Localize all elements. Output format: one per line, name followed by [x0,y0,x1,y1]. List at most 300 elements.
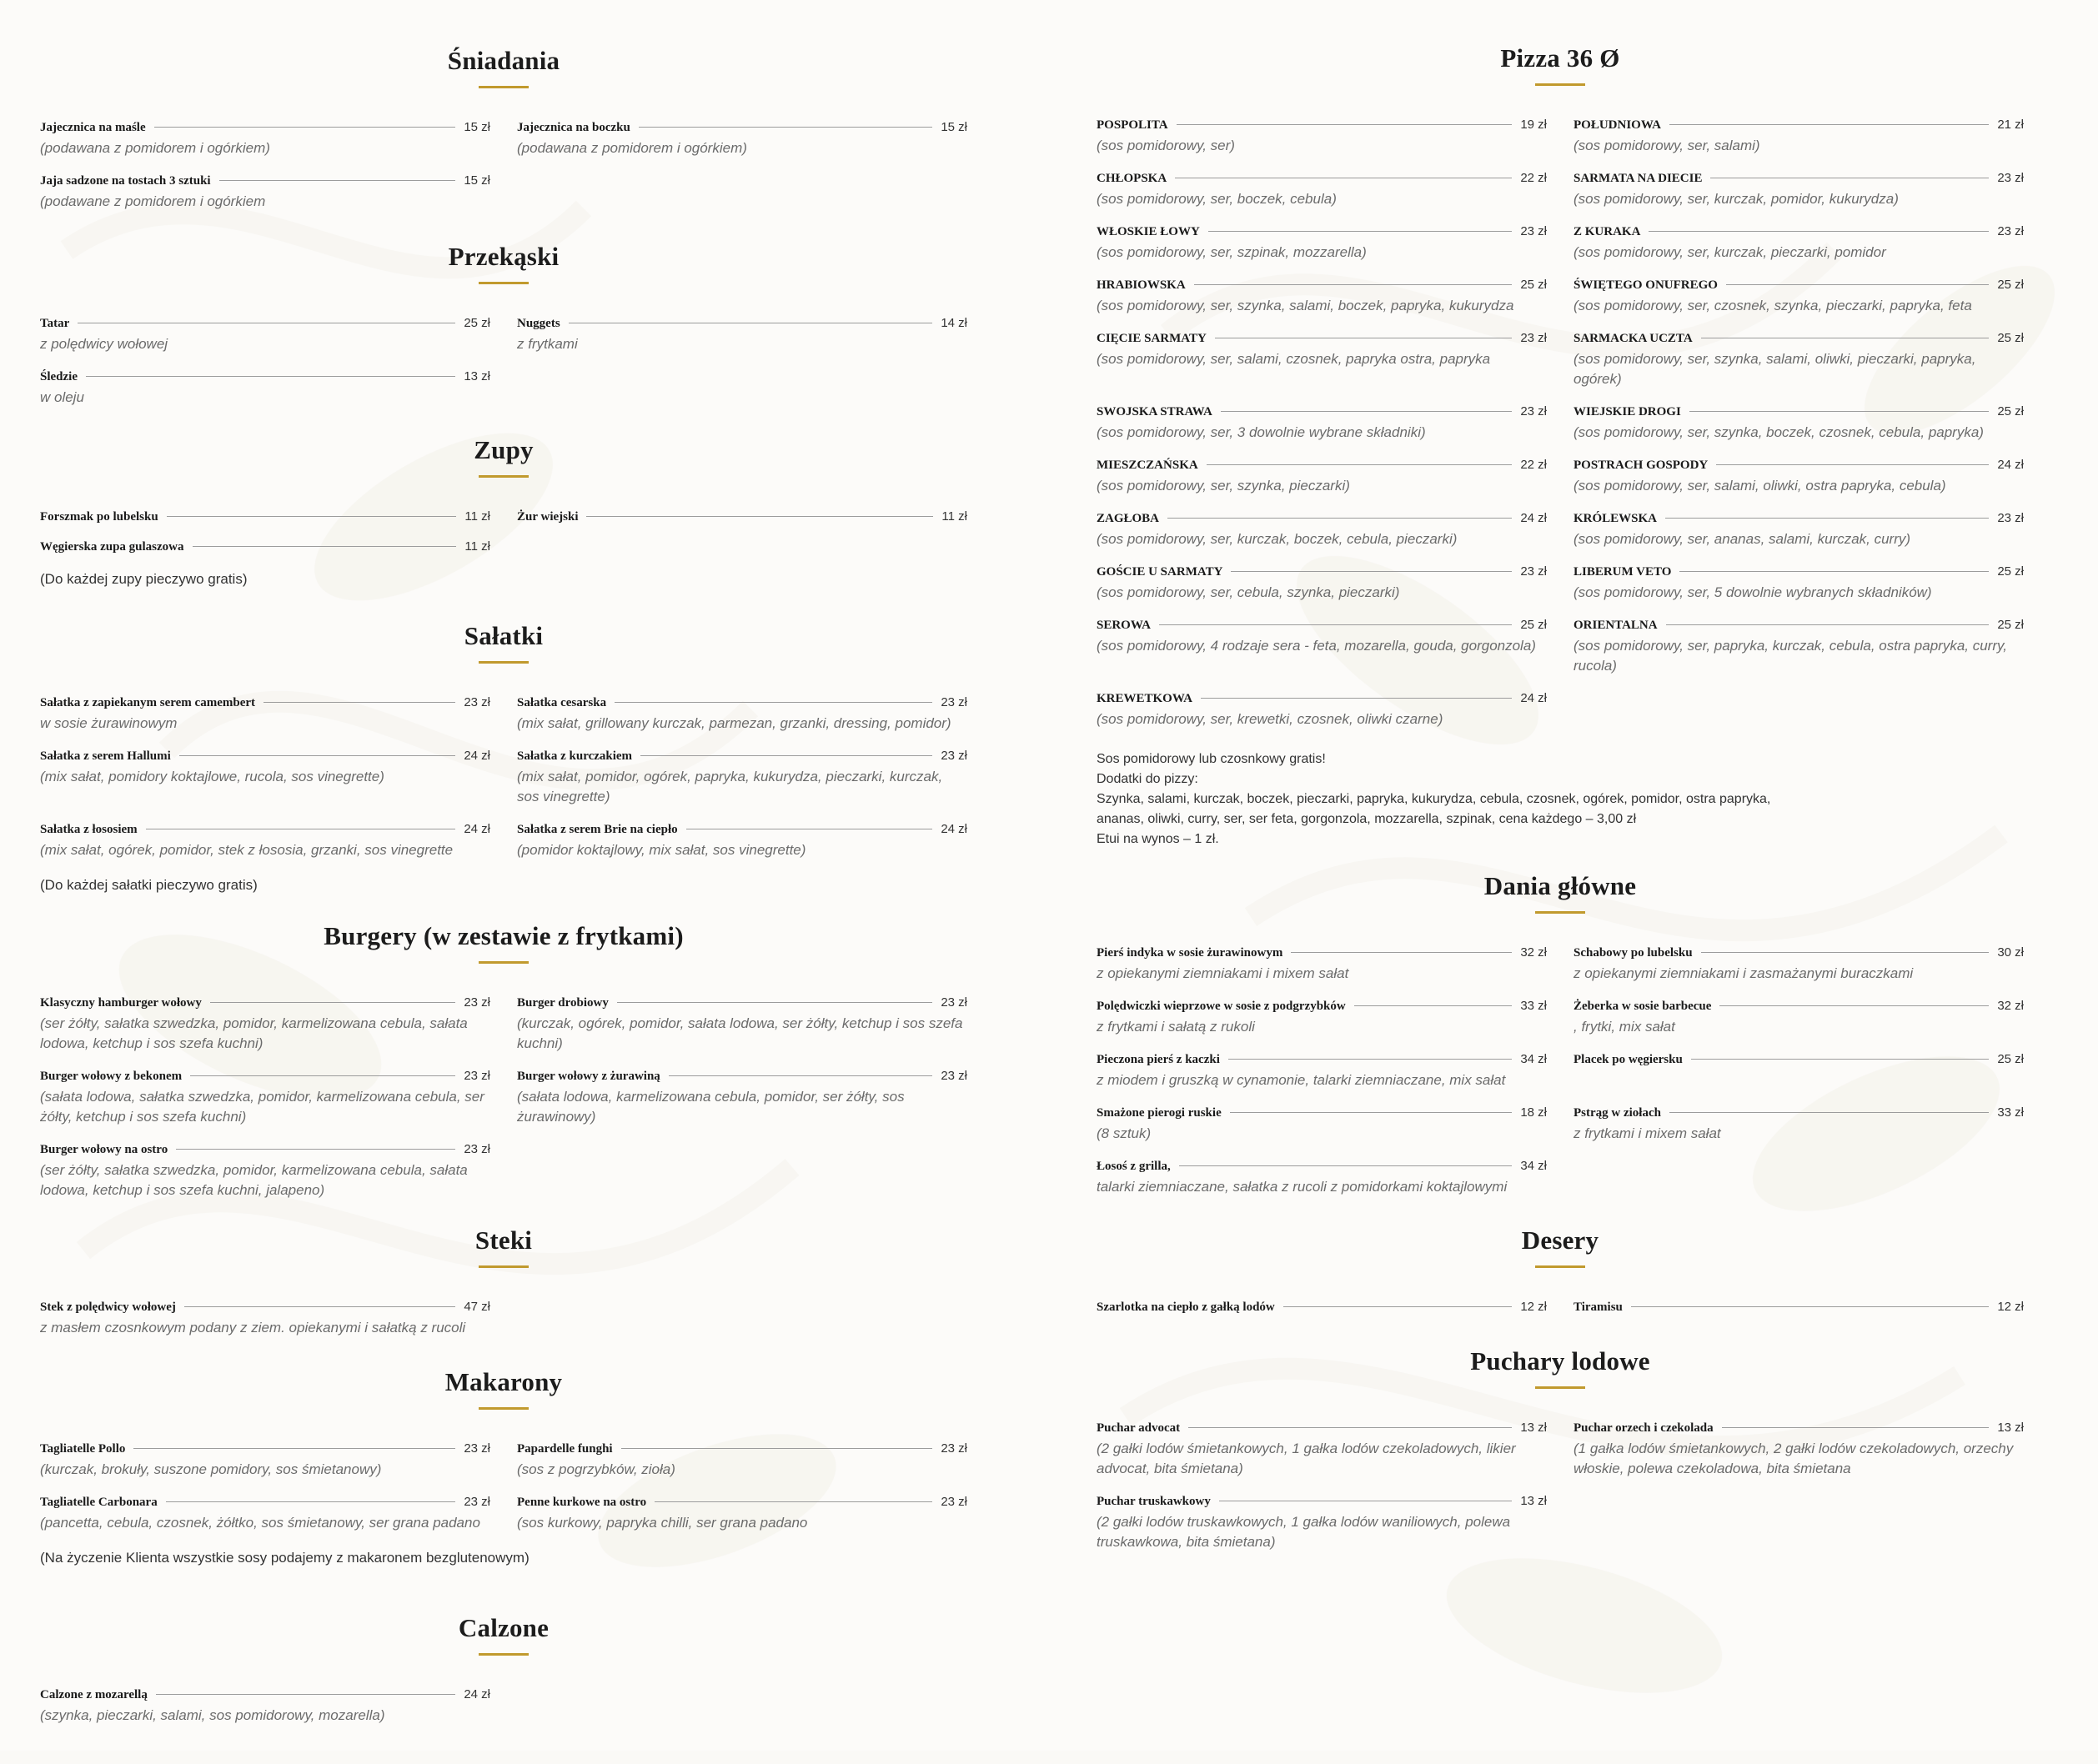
menu-item-description: (sos pomidorowy, ser, salami) [1574,138,1760,153]
menu-item [517,822,967,860]
menu-item-line [1574,171,2024,186]
menu-item [1097,331,1547,389]
menu-item-price: 23 zł [941,995,967,1010]
menu-item [517,316,967,354]
menu-item-description: (sos kurkowy, papryka chilli, ser grana padano [517,1515,808,1531]
menu-item [1097,404,1547,443]
price-leader-line [1194,284,1513,285]
menu-item-line [1574,618,2024,633]
menu-item-price: 23 zł [1520,404,1547,418]
menu-item-description: (podawana z pomidorem i ogórkiem) [40,140,270,156]
pizza-note-line: Dodatki do pizzy: [1097,772,1198,786]
menu-item-price: 47 zł [464,1300,490,1314]
menu-item [1574,118,2024,156]
menu-item-description: (sos pomidorowy, ser, szynka, pieczarki) [1097,478,1350,494]
menu-item-price: 23 zł [1997,171,2024,185]
menu-item [517,1069,967,1127]
menu-item-line [1097,1159,1547,1174]
menu-item-price: 24 zł [1997,458,2024,472]
section-title: Pizza 36 Ø [1500,43,1620,73]
menu-item-name: Sałatka z zapiekanym serem camembert [40,696,256,709]
menu-item-name: Papardelle funghi [517,1442,613,1456]
menu-item-name: Jaja sadzone na tostach 3 sztuki [40,174,211,188]
menu-item [1097,118,1547,156]
menu-item-description: (sos pomidorowy, ser, salami, czosnek, papryka ostra, papryka [1097,351,1491,367]
pizza-note-line: Szynka, salami, kurczak, boczek, pieczarki, papryka, kukurydza, cebula, czosnek, ogórek, pomidor, ostra papryka, [1097,792,1771,806]
section-desery [1097,1225,2024,1315]
menu-item-price: 15 zł [464,120,490,134]
menu-item-description: (2 gałki lodów śmietankowych, 1 gałka lodów czekoladowych, likier advocat, bita śmietana) [1097,1441,1516,1476]
price-leader-line [1291,952,1512,953]
menu-item-price: 13 zł [464,369,490,383]
menu-item-price: 25 zł [1997,618,2024,632]
price-leader-line [1354,1005,1513,1006]
price-leader-line [1679,571,1989,572]
menu-item [40,316,490,354]
menu-item-name: Burger drobiowy [517,996,609,1010]
menu-item-name: CIĘCIE SARMATY [1097,332,1207,345]
menu-item-description: (sos pomidorowy, ser, ananas, salami, kurczak, curry) [1574,531,1911,547]
title-underline [479,1653,529,1656]
menu-item-line [1097,999,1547,1014]
price-leader-line [639,127,932,128]
menu-item-line [1574,945,2024,960]
menu-item [40,1142,490,1200]
menu-item-line [1097,118,1547,133]
menu-item-name: WIEJSKIE DROGI [1574,405,1681,418]
menu-item-name: ŚWIĘTEGO ONUFREGO [1574,278,1718,292]
menu-item [1097,945,1547,984]
title-underline [1535,1265,1585,1268]
menu-item-name: Łosoś z grilla, [1097,1160,1171,1173]
pizza-note-line: Sos pomidorowy lub czosnkowy gratis! [1097,752,1326,766]
menu-item-price: 23 zł [941,695,967,709]
price-leader-line [1631,1306,1989,1307]
menu-item-name: Burger wołowy z żurawiną [517,1070,660,1083]
menu-item-price: 15 zł [941,120,967,134]
price-leader-line [1208,231,1513,232]
menu-item [1574,564,2024,603]
pizza-note-line: ananas, oliwki, curry, ser, ser feta, gorgonzola, mozzarella, szpinak, cena każdego – 3,00 zł [1097,812,1637,826]
menu-item-description: (sałata lodowa, sałatka szwedzka, pomidor, karmelizowana cebula, ser żółty, ketchup i sos szefa kuchni) [40,1089,484,1125]
menu-item [1574,945,2024,984]
price-leader-line [1167,518,1512,519]
menu-item-description: z opiekanymi ziemniakami i zasmażanymi buraczkami [1574,965,1914,981]
menu-item-description: (kurczak, ogórek, pomidor, sałata lodowa, ser żółty, ketchup i sos szefa kuchni) [517,1015,963,1051]
menu-item-description: (sos pomidorowy, ser, kurczak, pieczarki, pomidor [1574,244,1886,260]
menu-item-name: Śledzie [40,370,78,383]
menu-item-line [1574,511,2024,526]
menu-item-line [1097,945,1547,960]
menu-item-line [1574,224,2024,239]
section-puchary [1097,1346,2024,1552]
menu-item-line [1574,999,2024,1014]
menu-item-description: (mix sałat, pomidor, ogórek, papryka, kukurydza, pieczarki, kurczak, sos vinegrette) [517,769,943,804]
menu-item-line [517,1495,967,1510]
section-sniadania [40,46,967,212]
menu-item-description: (sos pomidorowy, ser, cebula, szynka, pieczarki) [1097,584,1400,600]
price-leader-line [1207,464,1513,465]
section-note: (Do każdej sałatki pieczywo gratis) [40,877,258,893]
menu-item-price: 25 zł [1997,331,2024,345]
menu-item-line [1097,1494,1547,1509]
menu-item-price: 13 zł [1520,1494,1547,1508]
menu-item-price: 12 zł [1520,1300,1547,1314]
menu-item-line [517,749,967,764]
menu-item-description: (8 sztuk) [1097,1125,1152,1141]
menu-item-line [1574,404,2024,419]
right-menu-page [1027,0,2098,1751]
menu-item-price: 23 zł [1997,224,2024,238]
menu-item-line [40,316,490,331]
menu-item-line [40,369,490,384]
menu-item-price: 19 zł [1520,118,1547,132]
price-leader-line [184,1306,455,1307]
menu-item-description: (sos pomidorowy, ser) [1097,138,1235,153]
menu-item [1574,1300,2024,1315]
menu-item-name: CHŁOPSKA [1097,172,1167,185]
menu-item-price: 21 zł [1997,118,2024,132]
menu-item [1574,511,2024,549]
menu-item-name: SWOJSKA STRAWA [1097,405,1212,418]
menu-item-description: z masłem czosnkowym podany z ziem. opiekanymi i sałatką z rucoli [40,1320,466,1336]
menu-item-line [1574,118,2024,133]
menu-item-name: Smażone pierogi ruskie [1097,1106,1222,1120]
menu-item-line [517,822,967,837]
menu-item-name: SARMATA NA DIECIE [1574,172,1703,185]
menu-item-price: 23 zł [464,1441,490,1456]
menu-item-name: Puchar orzech i czekolada [1574,1421,1714,1435]
menu-item-price: 23 zł [464,1142,490,1156]
menu-item-name: Szarlotka na ciepło z gałką lodów [1097,1300,1275,1314]
menu-item-line [1574,1105,2024,1120]
price-leader-line [166,1501,456,1502]
menu-item-name: Burger wołowy z bekonem [40,1070,183,1083]
menu-item-description: (sos pomidorowy, ser, 3 dowolnie wybrane składniki) [1097,424,1426,440]
section-dania [1097,871,2024,1197]
menu-item-price: 11 zł [941,509,967,524]
menu-item-name: Pstrąg w ziołach [1574,1106,1661,1120]
menu-item-name: SEROWA [1097,619,1152,632]
menu-item-price: 25 zł [1520,278,1547,292]
menu-item-line [40,822,490,837]
menu-item-name: Węgierska zupa gulaszowa [40,540,184,554]
price-leader-line [1649,231,1989,232]
menu-item-price: 24 zł [464,1687,490,1701]
menu-item [517,1441,967,1480]
menu-item-description: z frytkami i mixem sałat [1574,1125,1721,1141]
menu-item [40,173,490,212]
menu-item-name: Sałatka z serem Brie na ciepło [517,823,678,836]
price-leader-line [1719,1005,1989,1006]
menu-item-description: (sos pomidorowy, ser, papryka, kurczak, cebula, ostra papryka, curry, rucola) [1574,638,2007,674]
menu-item-price: 33 zł [1997,1105,2024,1120]
menu-item-name: Burger wołowy na ostro [40,1143,168,1156]
menu-items-grid [40,1300,967,1338]
price-leader-line [154,127,456,128]
menu-item-name: Penne kurkowe na ostro [517,1496,647,1509]
menu-item-line [40,1495,490,1510]
menu-item-name: HRABIOWSKA [1097,278,1186,292]
menu-item-price: 24 zł [1520,511,1547,525]
menu-item-name: Placek po węgiersku [1574,1053,1683,1066]
title-underline [479,282,529,284]
menu-item-line [1097,564,1547,579]
menu-item-price: 30 zł [1997,945,2024,960]
menu-item [1097,278,1547,316]
menu-item [1097,1052,1547,1090]
title-underline [1535,1386,1585,1389]
price-leader-line [1722,1427,1990,1428]
menu-item-line [1097,1052,1547,1067]
menu-item-price: 24 zł [464,822,490,836]
menu-item [40,509,490,524]
menu-item-description: (sos pomidorowy, ser, szpinak, mozzarella) [1097,244,1367,260]
price-leader-line [1228,1059,1512,1060]
menu-item-price: 25 zł [1997,564,2024,579]
section-pizza [1097,43,2024,849]
section-title: Przekąski [448,242,560,271]
menu-item-description: (podawana z pomidorem i ogórkiem) [517,140,747,156]
menu-item-line [517,995,967,1010]
menu-item-description: (sos pomidorowy, ser, czosnek, szynka, pieczarki, papryka, feta [1574,298,1972,313]
section-calzone [40,1613,967,1726]
menu-item-line [517,120,967,135]
menu-item-name: POSTRACH GOSPODY [1574,459,1709,472]
menu-item [517,695,967,734]
menu-item [1097,999,1547,1037]
menu-item-name: KREWETKOWA [1097,692,1193,705]
menu-item-price: 34 zł [1520,1052,1547,1066]
menu-items-grid [1097,118,2024,729]
menu-items-grid [40,995,967,1200]
section-steki [40,1225,967,1338]
menu-item-line [40,749,490,764]
menu-item-price: 23 zł [1520,564,1547,579]
menu-item-price: 23 zł [464,1069,490,1083]
menu-item-name: MIESZCZAŃSKA [1097,459,1198,472]
section-title: Makarony [444,1367,563,1396]
menu-item-line [1574,331,2024,346]
menu-item-line [1574,278,2024,293]
menu-item-line [1097,618,1547,633]
menu-item-price: 23 zł [1520,331,1547,345]
menu-item-description: (sos pomidorowy, ser, 5 dowolnie wybranych składników) [1574,584,1932,600]
price-leader-line [1701,952,1990,953]
menu-item-line [1097,691,1547,706]
section-burgery [40,921,967,1200]
menu-item [517,995,967,1054]
section-title: Steki [474,1225,533,1255]
price-leader-line [210,1002,455,1003]
menu-item-description: (szynka, pieczarki, salami, sos pomidorowy, mozarella) [40,1707,385,1723]
menu-item [40,120,490,158]
menu-item-description: z frytkami i sałatą z rukoli [1097,1019,1255,1035]
menu-item-line [1097,278,1547,293]
menu-item-name: Nuggets [517,317,560,330]
menu-item-description: (2 gałki lodów truskawkowych, 1 gałka lodów waniliowych, polewa truskawkowa, bita śmietana) [1097,1514,1511,1550]
price-leader-line [1179,1165,1513,1166]
menu-item [1574,458,2024,496]
menu-item-price: 25 zł [1520,618,1547,632]
menu-item-description: (1 gałka lodów śmietankowych, 2 gałki lodów czekoladowych, orzechy włoskie, polewa czekoladowa, bita śmietana [1574,1441,2014,1476]
price-leader-line [133,1448,455,1449]
menu-item-line [1097,171,1547,186]
menu-item-name: SARMACKA UCZTA [1574,332,1693,345]
menu-item [1097,1421,1547,1479]
menu-item-name: Sałatka cesarska [517,696,607,709]
menu-item-name: Puchar truskawkowy [1097,1495,1211,1508]
menu-item [40,539,490,554]
price-leader-line [617,1002,932,1003]
price-leader-line [1159,624,1512,625]
menu-items-grid [40,1441,967,1533]
menu-item-price: 25 zł [1997,404,2024,418]
menu-item [40,1441,490,1480]
menu-item-name: GOŚCIE U SARMATY [1097,565,1223,579]
menu-item-price: 32 zł [1997,999,2024,1013]
price-leader-line [586,516,933,517]
menu-item [40,369,490,408]
menu-item [1574,171,2024,209]
price-leader-line [1231,571,1512,572]
menu-item-line [1574,1052,2024,1067]
menu-item-price: 23 zł [464,995,490,1010]
menu-item-price: 23 zł [941,1441,967,1456]
menu-item [1097,1105,1547,1144]
price-leader-line [1666,624,1990,625]
menu-item-price: 14 zł [941,316,967,330]
menu-items-grid [1097,1421,2024,1552]
menu-item [40,995,490,1054]
menu-item [1097,224,1547,263]
title-underline [479,86,529,88]
menu-item [517,120,967,158]
section-title: Calzone [458,1613,550,1642]
price-leader-line [1665,518,1989,519]
price-leader-line [1669,124,1989,125]
menu-item [1097,511,1547,549]
menu-item-name: ORIENTALNA [1574,619,1658,632]
menu-item-description: (sos pomidorowy, ser, krewetki, czosnek, oliwki czarne) [1097,711,1443,727]
menu-item-description: (ser żółty, sałatka szwedzka, pomidor, karmelizowana cebula, sałata lodowa, ketchup i sos szefa kuchni, jalapeno) [40,1162,468,1198]
menu-item [1097,564,1547,603]
price-leader-line [1283,1306,1513,1307]
menu-item-description: (mix sałat, pomidory koktajlowe, rucola, sos vinegrette) [40,769,384,784]
menu-item-price: 22 zł [1520,458,1547,472]
menu-item-line [1097,1105,1547,1120]
price-leader-line [1188,1427,1512,1428]
menu-item-description: (mix sałat, ogórek, pomidor, stek z łososia, grzanki, sos vinegrette [40,842,454,858]
menu-item-line [1097,511,1547,526]
pizza-additions-notes [1097,749,2024,849]
menu-item [1574,1421,2024,1479]
menu-item-line [40,1687,490,1702]
menu-item-price: 25 zł [1997,1052,2024,1066]
price-leader-line [179,755,456,756]
section-title: Puchary lodowe [1470,1346,1650,1376]
menu-item-line [1097,1300,1547,1315]
section-title: Dania główne [1483,871,1637,900]
menu-items-grid [1097,1300,2024,1315]
section-title: Zupy [474,435,534,464]
menu-item-name: Tiramisu [1574,1300,1623,1314]
menu-items-grid [40,695,967,860]
menu-item-description: (sos pomidorowy, ser, salami, oliwki, ostra papryka, cebula) [1574,478,1946,494]
price-leader-line [615,702,932,703]
menu-item-name: Sałatka z kurczakiem [517,749,633,763]
menu-item-description: w sosie żurawinowym [40,715,178,731]
price-leader-line [1221,411,1513,412]
menu-item-name: Pieczona pierś z kaczki [1097,1053,1220,1066]
menu-item [40,695,490,734]
menu-item-price: 33 zł [1520,999,1547,1013]
menu-item-name: Jajecznica na maśle [40,121,146,134]
menu-item-description: (sos pomidorowy, ser, boczek, cebula) [1097,191,1337,207]
section-title: Desery [1521,1225,1599,1255]
menu-item-line [40,1300,490,1315]
menu-item-line [1574,564,2024,579]
title-underline [479,475,529,478]
menu-item-name: Sałatka z łososiem [40,823,138,836]
price-leader-line [1177,124,1513,125]
price-leader-line [621,1448,933,1449]
menu-item-line [40,539,490,554]
menu-item-price: 24 zł [941,822,967,836]
menu-item-description: (sos pomidorowy, ser, szynka, boczek, czosnek, cebula, papryka) [1574,424,1984,440]
menu-item-description: (sos pomidorowy, ser, kurczak, boczek, cebula, pieczarki) [1097,531,1458,547]
menu-item [1097,1494,1547,1552]
menu-item [1574,618,2024,676]
menu-item-line [40,1441,490,1456]
menu-item-price: 11 zł [464,539,490,554]
menu-item-line [1097,331,1547,346]
menu-item-price: 23 zł [1997,511,2024,525]
title-underline [479,1265,529,1268]
title-underline [1535,83,1585,86]
menu-item-price: 23 zł [1520,224,1547,238]
menu-item-name: Sałatka z serem Hallumi [40,749,171,763]
menu-item-price: 22 zł [1520,171,1547,185]
menu-item-line [517,316,967,331]
price-leader-line [655,1501,932,1502]
menu-item-line [1097,1421,1547,1436]
menu-item-line [1574,1421,2024,1436]
menu-item-name: Jajecznica na boczku [517,121,630,134]
menu-item-name: Tatar [40,317,70,330]
section-title: Burgery (w zestawie z frytkami) [324,921,684,950]
price-leader-line [156,1694,455,1695]
menu-item-description: w oleju [40,389,84,405]
menu-item-line [1097,404,1547,419]
menu-item-price: 23 zł [464,695,490,709]
menu-item-description: (sos pomidorowy, ser, kurczak, pomidor, kukurydza) [1574,191,1899,207]
menu-item-line [1574,1300,2024,1315]
menu-item-name: KRÓLEWSKA [1574,512,1658,525]
menu-item [1574,224,2024,263]
menu-item [40,1069,490,1127]
menu-item-price: 11 zł [464,509,490,524]
menu-item [1574,999,2024,1037]
menu-item [1574,1105,2024,1144]
menu-item-line [1097,458,1547,473]
menu-item-description: talarki ziemniaczane, sałatka z rucoli z pomidorkami koktajlowymi [1097,1179,1508,1195]
menu-item-line [40,1069,490,1084]
menu-items-grid [40,316,967,408]
menu-item [1097,618,1547,676]
menu-item [40,1300,490,1338]
menu-item-line [517,695,967,710]
